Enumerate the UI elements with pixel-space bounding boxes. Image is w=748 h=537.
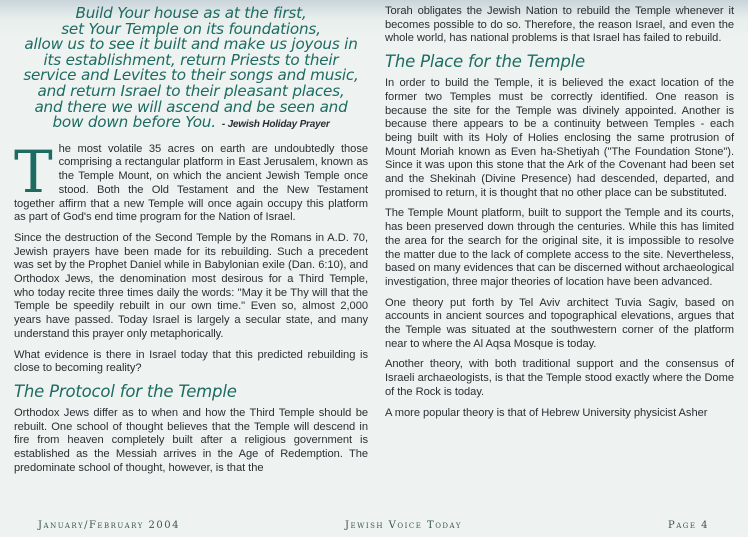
page-footer — [0, 518, 748, 537]
quote-line: service and Levites to their songs and music, — [23, 66, 359, 85]
body-paragraph: In order to build the Temple, it is believed the exact location of the former two Temples must be correctly identified. One reason is because the site for the Temple was divinely appointed. Another is because there appears to be a continuity between Temples - each being built with its Holy of Holies enclosing the same protrusion of Mount Moriah known as Even ha-Shetiyah ("The Foundation Stone"). Since it was upon this stone that the Ark of the Covenant had been set and the Shekinah (Divine Presence) had descended, departed, and promised to return, it is thought that no other place can be substituted. — [385, 77, 734, 199]
quote-line: set Your Temple on its foundations, — [61, 19, 321, 38]
quote-line: Build Your house as at the first, — [75, 4, 307, 22]
intro-paragraph — [14, 137, 368, 225]
body-paragraph: Torah obligates the Jewish Nation to rebuild the Temple whenever it becomes possible to do so. Therefore, the reason Israel, and even the whole world, has national problems is that Israel has failed to rebuild. — [385, 5, 734, 45]
quote-line: and return Israel to their pleasant places, — [37, 81, 345, 100]
prayer-quote — [14, 6, 368, 133]
intro-text: he most volatile 35 acres on earth are undoubtedly those comprising a rectangular platform in East Jerusalem, known as the Temple Mount, on which the ancient Jewish Temple once stood. Both the Old Testament and the New Testament together affirm that a new Temple will once again occupy this platform as part of God's end time program for the Nation of Israel. — [14, 142, 368, 224]
quote-line: and there we will ascend and be seen and — [34, 97, 348, 116]
quote-line: allow us to see it built and make us joyous in — [24, 35, 358, 54]
quote-line-last — [14, 115, 368, 133]
left-column — [14, 0, 368, 483]
body-paragraph: A more popular theory is that of Hebrew University physicist Asher — [385, 406, 708, 419]
quote-attribution: - Jewish Holiday Prayer — [221, 119, 330, 131]
quote-line-text: bow down before You. — [52, 113, 216, 132]
section-heading-place: The Place for the Temple — [385, 52, 585, 72]
body-paragraph: Orthodox Jews differ as to when and how the Third Temple should be rebuilt. One school of thought believes that the Temple will descend in fire from heaven completely built after a religious government is established as the Messiah arrives in the Age of Redemption. The predominate school of thought, however, is that the — [14, 407, 368, 474]
drop-cap: T — [14, 137, 53, 206]
footer-page-number: Page 4 — [668, 520, 710, 531]
footer-date: January/February 2004 — [38, 520, 180, 531]
body-paragraph: Another theory, with both traditional support and the consensus of Israeli archaeologists, is that the Temple stood exactly where the Dome of the Rock is today. — [385, 358, 734, 398]
body-paragraph: The Temple Mount platform, built to support the Temple and its courts, has been preserved down through the centuries. While this has limited the area for the search for the original site, it is impossible to resolve the matter due to the lack of complete access to the site. Nevertheless, based on many evidences that can be discerned without archaeological investigation, three major theories of location have been advanced. — [385, 207, 734, 288]
body-paragraph: One theory put forth by Tel Aviv architect Tuvia Sagiv, based on accounts in ancient sources and topographical elevations, argues that the Temple was situated at the southwestern corner of the platform near to where the Al Aqsa Mosque is today. — [385, 296, 734, 350]
section-heading-protocol: The Protocol for the Temple — [14, 382, 237, 401]
right-column — [385, 0, 734, 427]
footer-publication: Jewish Voice Today — [345, 520, 462, 531]
body-paragraph: What evidence is there in Israel today that this predicted rebuilding is close to becoming reality? — [14, 348, 368, 375]
quote-line: its establishment, return Priests to their — [43, 50, 339, 69]
body-paragraph: Since the destruction of the Second Temple by the Romans in A.D. 70, Jewish prayers have been made for its rebuilding. Such a precedent was set by the Prophet Daniel while in Babylonian exile (Dan. 6:10), and Orthodox Jews, the denomination most desirous for a Third Temple, who today recite three times daily the words: "May it be Thy will that the Temple be speedily rebuilt in our own time." Even so, almost 2,000 years have passed. Today Israel is largely a secular state, and many understand this prayer only metaphorically. — [14, 231, 368, 340]
